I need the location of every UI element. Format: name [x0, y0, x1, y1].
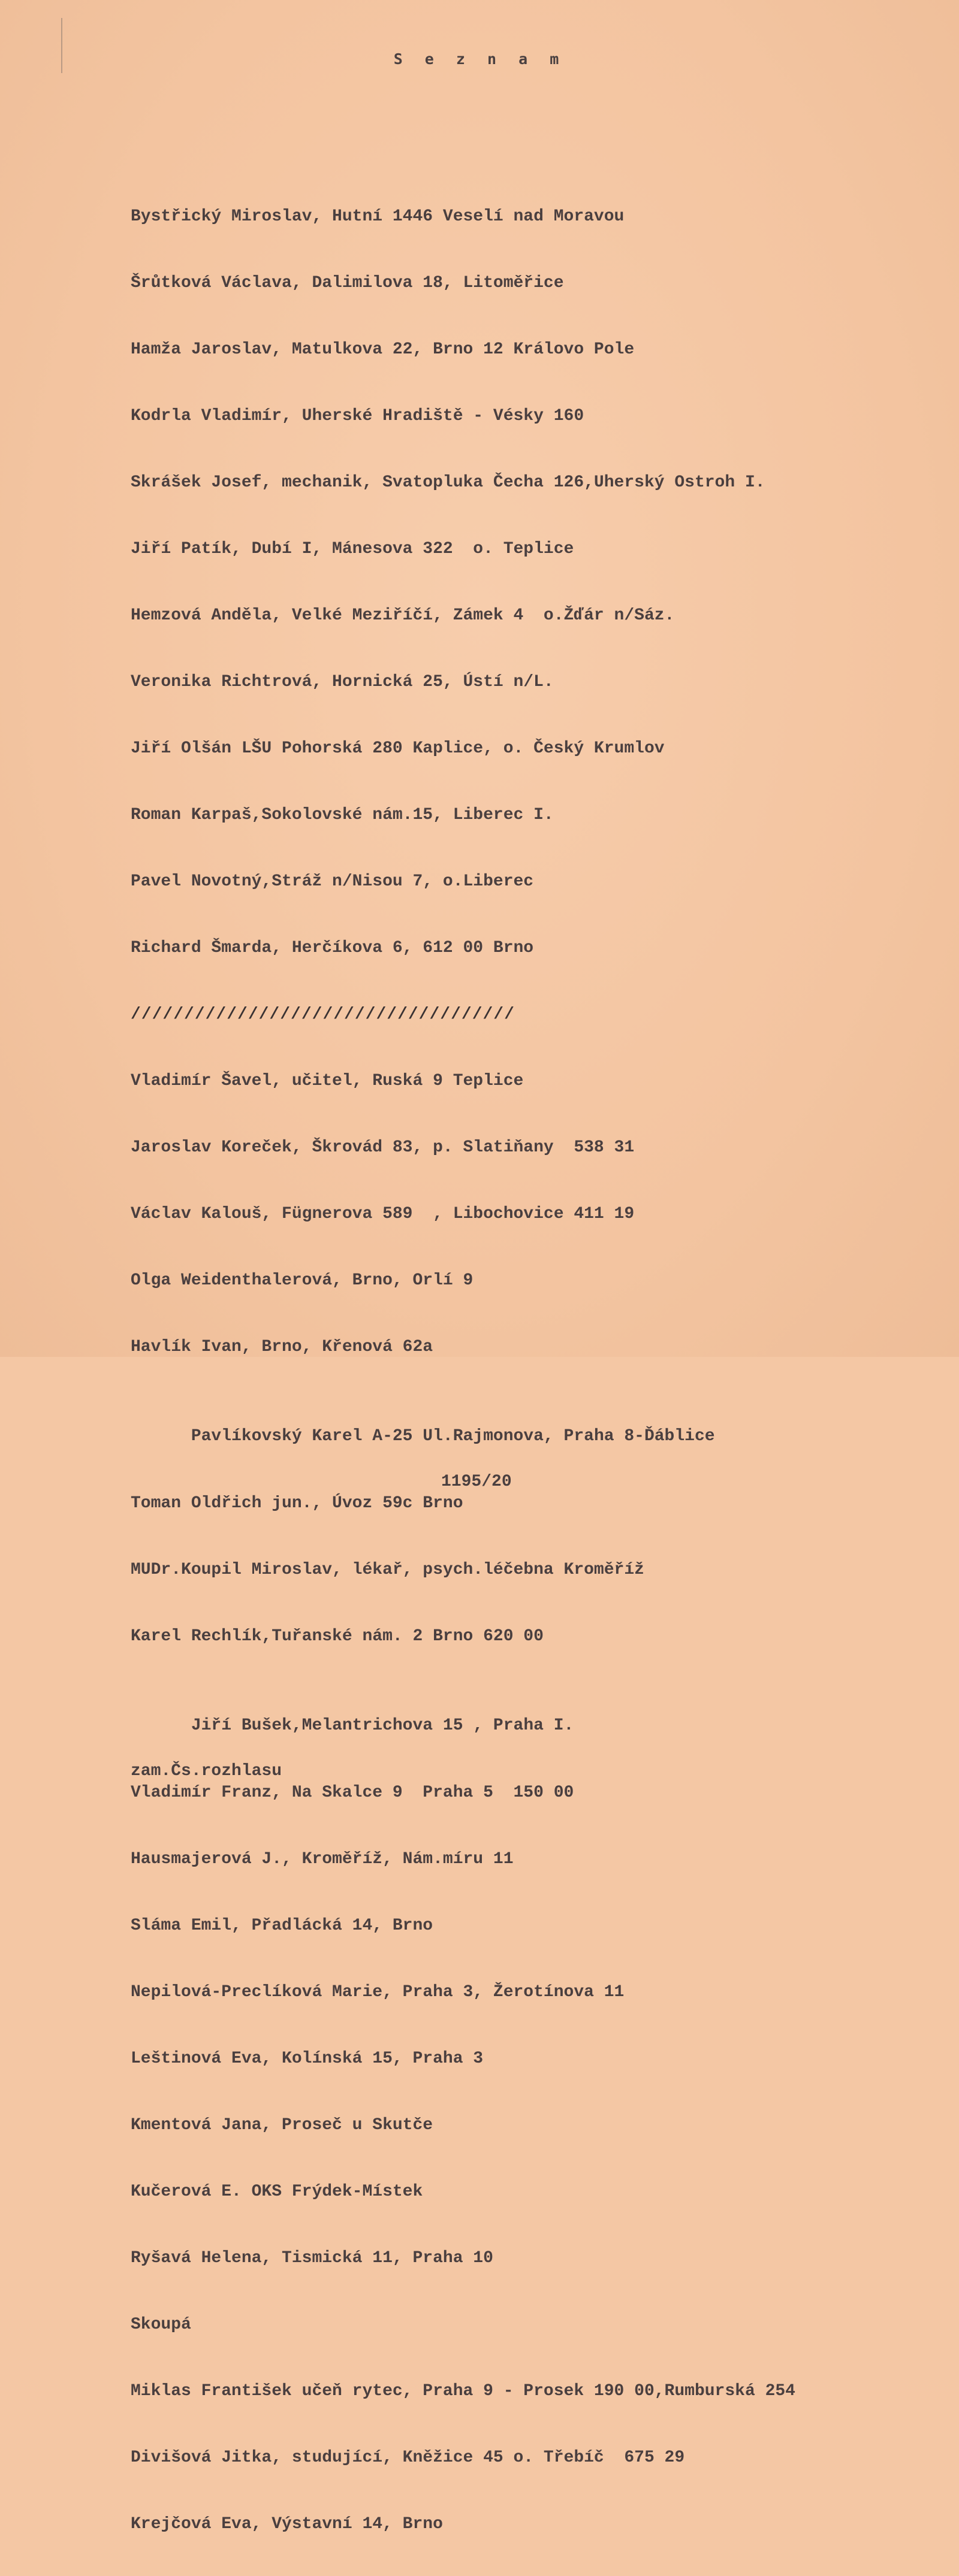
- list-item: [131, 401, 795, 431]
- entry-text: Leštinová Eva, Kolínská 15, Praha 3: [131, 2049, 484, 2068]
- entry-text: Divišová Jitka, studující, Kněžice 45 o. Třebíč 675 29: [131, 2448, 685, 2467]
- entry-text: Veronika Richtrová, Hornická 25, Ústí n/L.: [131, 673, 554, 691]
- list-item: [131, 2443, 795, 2472]
- entry-text: Vladimír Šavel, učitel, Ruská 9 Teplice: [131, 1072, 524, 1090]
- list-item: [131, 1199, 795, 1229]
- list-item: [131, 667, 795, 697]
- list-item: [131, 601, 795, 630]
- entry-text: Kučerová E. OKS Frýdek-Místek: [131, 2182, 423, 2201]
- entry-text: Skoupá: [131, 2315, 191, 2334]
- list-item: [131, 867, 795, 896]
- list-item: [131, 2177, 795, 2206]
- list-item: [131, 2510, 795, 2539]
- list-item: [131, 1845, 795, 1874]
- entry-text: Jiří Bušek,Melantrichova 15 , Praha I.: [191, 1716, 574, 1735]
- entry-text: Richard Šmarda, Herčíkova 6, 612 00 Brno: [131, 939, 534, 957]
- entry-text: Václav Kalouš, Fügnerova 589 , Libochovice 411 19: [131, 1205, 635, 1223]
- entry-text: Vladimír Franz, Na Skalce 9 Praha 5 150 00: [131, 1783, 574, 1802]
- entry-text: Karel Rechlík,Tuřanské nám. 2 Brno 620 00: [131, 1627, 544, 1646]
- list-item: [131, 2111, 795, 2140]
- list-item: [131, 1555, 795, 1585]
- list-item: [131, 268, 795, 298]
- list-item: [131, 534, 795, 564]
- list-item: [131, 2244, 795, 2273]
- entry-text: Sláma Emil, Přadlácká 14, Brno: [131, 1916, 433, 1935]
- list-item: [131, 1688, 795, 1780]
- list-item: [131, 1332, 795, 1362]
- entry-text: MUDr.Koupil Miroslav, lékař, psych.léčebna Kroměříž: [131, 1561, 644, 1579]
- list-item: [131, 1266, 795, 1295]
- list-item: [131, 1911, 795, 1940]
- entry-text: Šrůtková Václava, Dalimilova 18, Litoměřice: [131, 274, 564, 292]
- list-item: [131, 1133, 795, 1162]
- entry-text: Skrášek Josef, mechanik, Svatopluka Čecha 126,Uherský Ostroh I.: [131, 473, 765, 492]
- address-list: [131, 165, 795, 2576]
- entry-text: Hausmajerová J., Kroměříž, Nám.míru 11: [131, 1850, 514, 1868]
- entry-text: Olga Weidenthalerová, Brno, Orlí 9: [131, 1271, 474, 1290]
- list-item: [131, 202, 795, 231]
- entry-text: Pavlíkovský Karel A-25 Ul.Rajmonova, Praha 8-Ďáblice: [191, 1427, 715, 1446]
- list-item: [131, 734, 795, 763]
- list-item: [131, 2044, 795, 2073]
- entry-text: Ryšavá Helena, Tismická 11, Praha 10: [131, 2249, 493, 2267]
- entry-text: Krejčová Eva, Výstavní 14, Brno: [131, 2515, 443, 2533]
- list-item: [131, 2377, 795, 2406]
- list-item: [131, 335, 795, 364]
- list-item: [131, 1978, 795, 2007]
- entry-text: Nepilová-Preclíková Marie, Praha 3, Žerotínova 11: [131, 1983, 625, 2001]
- entry-text: Havlík Ivan, Brno, Křenová 62a: [131, 1338, 433, 1356]
- entry-text: Kmentová Jana, Proseč u Skutče: [131, 2116, 433, 2134]
- entry-text: Hemzová Anděla, Velké Meziříčí, Zámek 4 o.Žďár n/Sáz.: [131, 606, 675, 625]
- list-item: [131, 1622, 795, 1651]
- entry-continuation: 1195/20: [441, 1473, 512, 1491]
- entry-text: Bystřický Miroslav, Hutní 1446 Veselí nad Moravou: [131, 207, 625, 226]
- list-item: [131, 1489, 795, 1518]
- list-item: [131, 933, 795, 963]
- list-item: [131, 468, 795, 497]
- entry-text: Hamža Jaroslav, Matulkova 22, Brno 12 Královo Pole: [131, 340, 635, 359]
- list-item: [131, 2310, 795, 2339]
- strikeout-text: ////////////////////////////////////: [131, 1005, 515, 1024]
- entry-continuation: zam.Čs.rozhlasu: [131, 1762, 282, 1780]
- list-item: [131, 800, 795, 830]
- entry-text: Pavel Novotný,Stráž n/Nisou 7, o.Liberec: [131, 872, 534, 891]
- entry-text: Jiří Patík, Dubí I, Mánesova 322 o. Teplice: [131, 540, 574, 558]
- entry-text: Miklas František učeň rytec, Praha 9 - Prosek 190 00,Rumburská 254: [131, 2382, 795, 2400]
- entry-text: Toman Oldřich jun., Úvoz 59c Brno: [131, 1494, 463, 1513]
- entry-text: Jaroslav Koreček, Škrovád 83, p. Slatiňany 538 31: [131, 1138, 635, 1157]
- entry-text: Kodrla Vladimír, Uherské Hradiště - Vésky 160: [131, 407, 584, 425]
- entry-text: Roman Karpaš,Sokolovské nám.15, Liberec I.: [131, 806, 554, 824]
- page-title: S e z n a m: [393, 50, 566, 68]
- list-item: [131, 1778, 795, 1807]
- struck-out-line: [131, 1000, 795, 1029]
- list-item: [131, 1399, 795, 1491]
- list-item: [131, 1066, 795, 1096]
- entry-text: Jiří Olšán LŠU Pohorská 280 Kaplice, o. Český Krumlov: [131, 739, 665, 758]
